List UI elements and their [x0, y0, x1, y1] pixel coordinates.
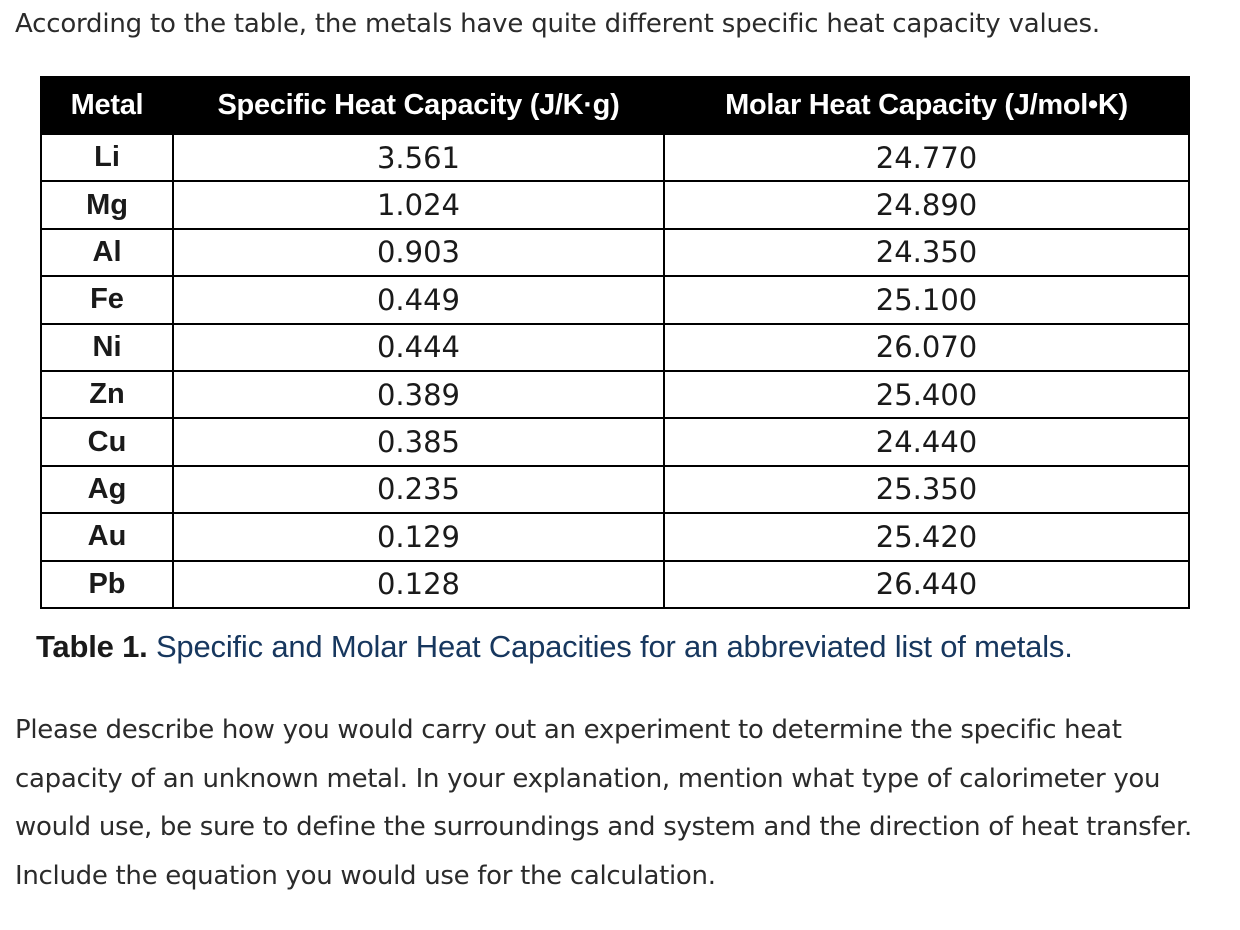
specific-heat-cell: 0.129 — [173, 513, 664, 560]
table-row — [41, 418, 1189, 465]
table-row — [41, 513, 1189, 560]
table-row — [41, 371, 1189, 418]
specific-heat-cell: 0.444 — [173, 324, 664, 371]
table-header-row — [41, 77, 1189, 134]
specific-heat-cell: 0.449 — [173, 276, 664, 323]
molar-heat-cell: 25.100 — [664, 276, 1189, 323]
metal-cell: Al — [41, 229, 173, 276]
header-molar-heat: Molar Heat Capacity (J/mol•K) — [664, 77, 1189, 134]
table-row — [41, 134, 1189, 181]
metal-cell: Fe — [41, 276, 173, 323]
molar-heat-cell: 24.890 — [664, 181, 1189, 228]
table-row — [41, 181, 1189, 228]
table-row — [41, 229, 1189, 276]
specific-heat-cell: 0.385 — [173, 418, 664, 465]
question-text: Please describe how you would carry out an experiment to determine the specific heat capacity of an unknown metal. In your explanation, mention what type of calorimeter you would use, be sure to define the surroundings and system and the direction of heat transfer. Include the equation you would use for the calculation. — [15, 715, 1192, 891]
specific-heat-cell: 1.024 — [173, 181, 664, 228]
table-caption-label: Table 1. — [36, 629, 148, 664]
molar-heat-cell: 24.350 — [664, 229, 1189, 276]
metal-cell: Pb — [41, 561, 173, 608]
header-specific-heat: Specific Heat Capacity (J/K·g) — [173, 77, 664, 134]
table-row — [41, 466, 1189, 513]
specific-heat-cell: 0.903 — [173, 229, 664, 276]
specific-heat-cell: 0.389 — [173, 371, 664, 418]
intro-text: According to the table, the metals have quite different specific heat capacity values. — [15, 9, 1100, 39]
heat-capacity-table — [40, 76, 1190, 609]
molar-heat-cell: 24.440 — [664, 418, 1189, 465]
molar-heat-cell: 25.400 — [664, 371, 1189, 418]
metal-cell: Ag — [41, 466, 173, 513]
metal-cell: Mg — [41, 181, 173, 228]
molar-heat-cell: 25.420 — [664, 513, 1189, 560]
molar-heat-cell: 26.440 — [664, 561, 1189, 608]
molar-heat-cell: 26.070 — [664, 324, 1189, 371]
metal-cell: Au — [41, 513, 173, 560]
specific-heat-cell: 0.235 — [173, 466, 664, 513]
molar-heat-cell: 24.770 — [664, 134, 1189, 181]
table-caption-text: Specific and Molar Heat Capacities for an abbreviated list of metals. — [147, 629, 1073, 664]
table-row — [41, 324, 1189, 371]
specific-heat-cell: 3.561 — [173, 134, 664, 181]
molar-heat-cell: 25.350 — [664, 466, 1189, 513]
table-caption — [36, 627, 1073, 667]
specific-heat-cell: 0.128 — [173, 561, 664, 608]
heat-capacity-table-container — [40, 76, 1188, 609]
metal-cell: Li — [41, 134, 173, 181]
metal-cell: Cu — [41, 418, 173, 465]
header-metal: Metal — [41, 77, 173, 134]
metal-cell: Ni — [41, 324, 173, 371]
table-row — [41, 276, 1189, 323]
table-row — [41, 561, 1189, 608]
metal-cell: Zn — [41, 371, 173, 418]
